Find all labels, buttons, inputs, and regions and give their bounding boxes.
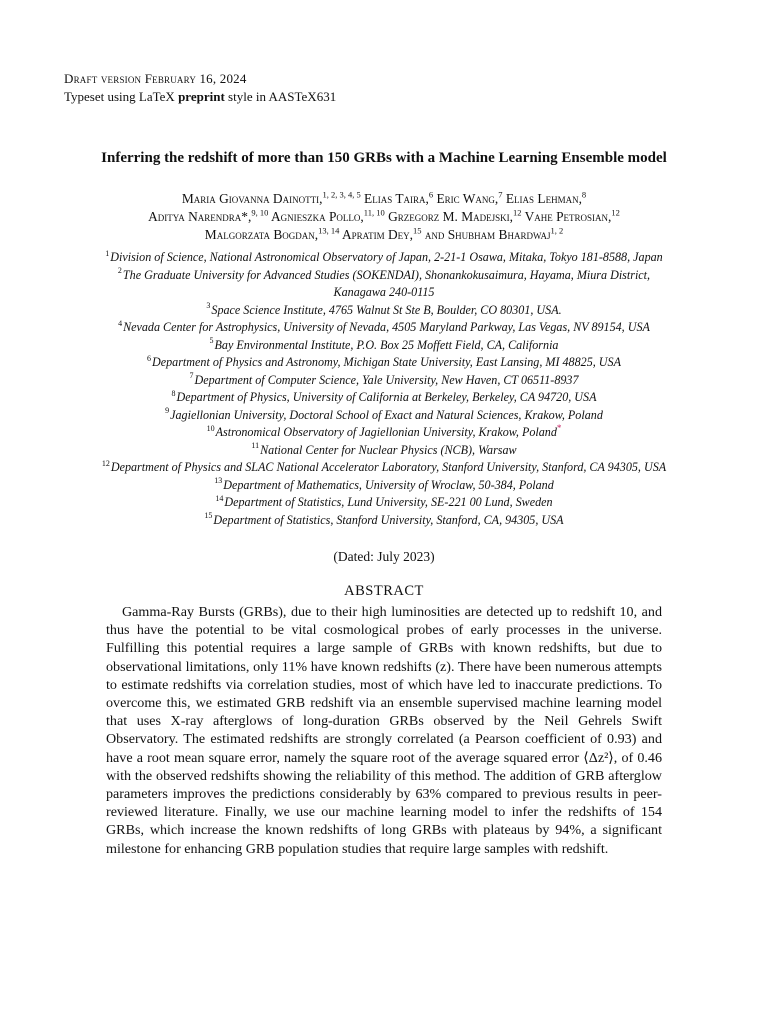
author-name: and Shubham Bhardwaj <box>424 227 551 242</box>
affiliation-number: 3 <box>206 301 211 311</box>
author-name: Elias Taira, <box>364 191 429 206</box>
affiliation-text: Jagiellonian University, Doctoral School of Exact and Natural Sciences, Krakow, Poland <box>170 407 603 422</box>
affiliation <box>54 407 714 425</box>
author-affiliation-marks: 11, 10 <box>363 207 385 218</box>
affiliation-number: 13 <box>214 476 223 486</box>
affiliation-number: 15 <box>204 511 213 521</box>
typeset-prefix: Typeset using <box>64 89 139 104</box>
affiliation-text: Department of Physics and Astronomy, Michigan State University, East Lansing, MI 48825, USA <box>152 355 621 369</box>
affiliation <box>54 354 714 372</box>
draft-version-line: Draft version February 16, 2024 <box>64 71 247 86</box>
author <box>388 209 521 224</box>
affiliation-number: 11 <box>251 441 260 451</box>
author-list <box>54 190 714 244</box>
affiliation-number: 5 <box>209 336 214 346</box>
author-name: Malgorzata Bogdan, <box>204 227 319 242</box>
author-name: Vahe Petrosian, <box>524 209 612 224</box>
affiliation-number: 6 <box>147 353 152 363</box>
affiliation-text: Department of Statistics, Lund University, SE-221 00 Lund, Sweden <box>224 495 553 509</box>
author-affiliation-marks: 1, 2 <box>550 225 564 236</box>
author-affiliation-marks: 13, 14 <box>318 225 340 236</box>
affiliation-list <box>54 249 714 529</box>
author-affiliation-marks: 7 <box>498 189 503 200</box>
author <box>364 191 433 206</box>
affiliation-number: 12 <box>101 458 110 468</box>
author <box>342 227 422 242</box>
author-affiliation-marks: 1, 2, 3, 4, 5 <box>322 189 361 200</box>
affiliation <box>54 337 714 355</box>
author-affiliation-marks: 8 <box>581 189 587 200</box>
abstract-heading: ABSTRACT <box>344 583 424 599</box>
affiliation-text: Kanagawa 240-0115 <box>333 285 435 299</box>
affiliation-number: 9 <box>165 406 170 416</box>
author-name: Grzegorz M. Madejski, <box>388 209 513 224</box>
author-name: Apratim Dey, <box>341 227 414 242</box>
author <box>525 209 620 224</box>
affiliation <box>54 372 714 390</box>
affiliation-text: Department of Statistics, Stanford University, Stanford, CA, 94305, USA <box>213 512 564 527</box>
affiliation-text: Space Science Institute, 4765 Walnut St Ste B, Boulder, CO 80301, USA. <box>211 302 562 317</box>
affiliation-text: Nevada Center for Astrophysics, University of Nevada, 4505 Maryland Parkway, Las Vegas, NV 89154, USA <box>123 320 650 334</box>
affiliation-text: Department of Mathematics, University of Wroclaw, 50-384, Poland <box>223 477 554 492</box>
affiliation-number: 1 <box>105 248 110 258</box>
author <box>436 191 502 206</box>
author-name: Maria Giovanna Dainotti, <box>181 191 323 206</box>
affiliation-text: Astronomical Observatory of Jagiellonian University, Krakow, Poland <box>215 425 557 439</box>
affiliation-text: Department of Computer Science, Yale University, New Haven, CT 06511-8937 <box>194 372 579 387</box>
author-name: Elias Lehman, <box>505 191 582 206</box>
author-name: Eric Wang, <box>436 191 499 206</box>
paper-title: Inferring the redshift of more than 150 GRBs with a Machine Learning Ensemble model <box>101 150 667 166</box>
author-name: Aditya Narendra*, <box>148 209 252 224</box>
affiliation <box>54 389 714 407</box>
author-affiliation-marks: 12 <box>611 207 620 218</box>
affiliation <box>54 249 714 267</box>
latex-logo: LaTeX <box>138 89 175 104</box>
affiliation <box>54 477 714 495</box>
affiliation <box>54 442 714 460</box>
author-name: Agnieszka Pollo, <box>270 209 364 224</box>
author <box>425 227 563 242</box>
affiliation-number: 2 <box>117 266 122 276</box>
affiliation-text: The Graduate University for Advanced Studies (SOKENDAI), Shonankokusaimura, Hayama, Miura District, <box>122 267 651 282</box>
abstract-body: Gamma-Ray Bursts (GRBs), due to their high luminosities are detected up to redshift 10, and thus have the potential to be vital cosmological probes of early processes in the universe. Fulfilling this potential requires a large sample of GRBs with known redshifts, but due to observational limitations, only 11% have known redshifts (z). There have been numerous attempts to estimate redshifts via correlation studies, most of which have led to inaccurate predictions. To overcome this, we estimated GRB redshift via an ensemble supervised machine learning model that uses X-ray afterglows of long-duration GRBs observed by the Neil Gehrels Swift Observatory. The estimated redshifts are strongly correlated (a Pearson coefficient of 0.93) and have a root mean square error, namely the square root of the average squared error ⟨Δz²⟩, of 0.46 with the observed redshifts showing the reliability of this method. The addition of GRB afterglow parameters improves the predictions considerably by 63% compared to previous results in peer-reviewed literature. Finally, we use our machine learning model to infer the redshifts of 154 GRBs, which increase the known redshifts of long GRBs with plateaus by 94%, a significant milestone for enhancing GRB population studies that require large samples with redshift. <box>106 604 662 857</box>
affiliation-number: 10 <box>206 423 215 433</box>
author <box>182 191 361 206</box>
footnote-asterisk-link[interactable]: * <box>556 422 562 433</box>
affiliation-text: Department of Physics and SLAC National Accelerator Laboratory, Stanford University, Stanford, CA 94305, USA <box>110 460 667 474</box>
author <box>506 191 586 206</box>
affiliation-text: Bay Environmental Institute, P.O. Box 25 Moffett Field, CA, California <box>214 337 559 352</box>
affiliation-continuation <box>54 284 714 302</box>
affiliation-number: 8 <box>171 388 176 398</box>
author-affiliation-marks: 12 <box>512 207 522 218</box>
affiliation <box>54 494 714 512</box>
author <box>148 209 268 224</box>
affiliation <box>54 319 714 337</box>
affiliation-text: Division of Science, National Astronomical Observatory of Japan, 2-21-1 Osawa, Mitaka, Tokyo 181-8588, Japan <box>110 250 663 264</box>
affiliation <box>54 424 714 442</box>
affiliation-number: 14 <box>215 493 224 503</box>
affiliation <box>54 302 714 320</box>
affiliation-number: 7 <box>189 371 194 381</box>
dated-line: (Dated: July 2023) <box>333 549 435 564</box>
author <box>271 209 385 224</box>
typeset-style-bold: preprint <box>178 89 225 104</box>
preprint-header <box>64 70 336 106</box>
author <box>205 227 340 242</box>
typeset-line <box>64 88 336 106</box>
author-affiliation-marks: 6 <box>428 189 434 200</box>
typeset-suffix: style in AASTeX631 <box>224 89 337 104</box>
author-affiliation-marks: 9, 10 <box>251 207 269 218</box>
affiliation-number: 4 <box>118 318 123 328</box>
affiliation <box>54 459 714 477</box>
author-affiliation-marks: 15 <box>413 225 422 236</box>
affiliation-text: National Center for Nuclear Physics (NCB), Warsaw <box>260 442 517 457</box>
affiliation-text: Department of Physics, University of California at Berkeley, Berkeley, CA 94720, USA <box>176 390 597 404</box>
affiliation <box>54 267 714 285</box>
affiliation <box>54 512 714 530</box>
